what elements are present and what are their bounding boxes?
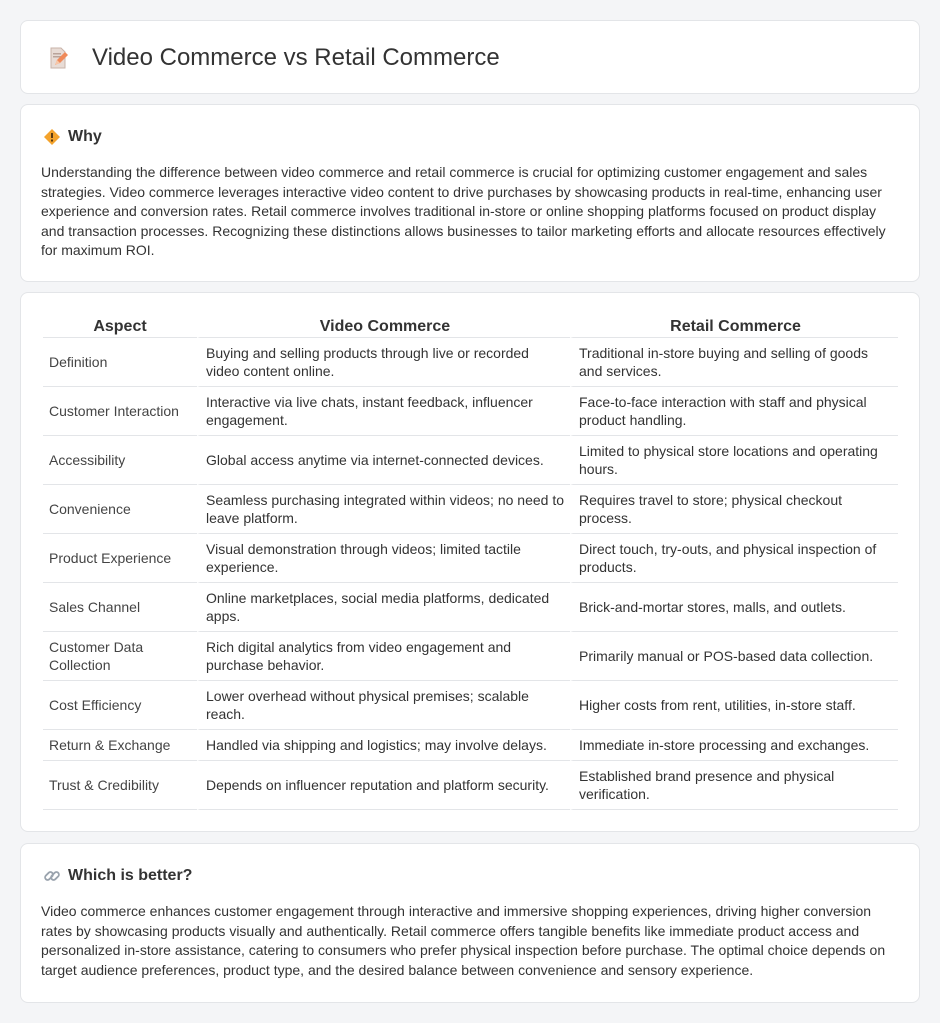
header-aspect: Aspect <box>43 316 197 338</box>
table-row <box>43 761 898 810</box>
aspect-cell: Cost Efficiency <box>43 681 197 730</box>
table-row <box>43 485 898 534</box>
video-commerce-cell: Global access anytime via internet-connected devices. <box>197 436 570 485</box>
video-commerce-cell: Depends on influencer reputation and platform security. <box>197 761 570 810</box>
table-row <box>43 681 898 730</box>
aspect-cell: Product Experience <box>43 534 197 583</box>
document-pencil-icon <box>46 46 70 70</box>
which-is-better-section <box>20 843 920 1003</box>
aspect-cell: Definition <box>43 338 197 387</box>
table-row <box>43 436 898 485</box>
header-video-commerce: Video Commerce <box>197 316 570 338</box>
table-row <box>43 730 898 761</box>
retail-commerce-cell: Brick-and-mortar stores, malls, and outlets. <box>570 583 898 632</box>
aspect-cell: Accessibility <box>43 436 197 485</box>
table-header-row <box>43 316 898 338</box>
table-row <box>43 534 898 583</box>
aspect-cell: Customer Data Collection <box>43 632 197 681</box>
retail-commerce-cell: Limited to physical store locations and operating hours. <box>570 436 898 485</box>
comparison-table-card <box>20 292 920 832</box>
retail-commerce-cell: Direct touch, try-outs, and physical inspection of products. <box>570 534 898 583</box>
retail-commerce-cell: Higher costs from rent, utilities, in-store staff. <box>570 681 898 730</box>
why-section <box>20 104 920 282</box>
aspect-cell: Trust & Credibility <box>43 761 197 810</box>
video-commerce-cell: Seamless purchasing integrated within videos; no need to leave platform. <box>197 485 570 534</box>
retail-commerce-cell: Immediate in-store processing and exchanges. <box>570 730 898 761</box>
table-row <box>43 338 898 387</box>
retail-commerce-cell: Established brand presence and physical verification. <box>570 761 898 810</box>
header-card <box>20 20 920 94</box>
video-commerce-cell: Handled via shipping and logistics; may involve delays. <box>197 730 570 761</box>
aspect-cell: Customer Interaction <box>43 387 197 436</box>
diamond-signal-icon <box>43 128 61 146</box>
why-title: Why <box>68 128 102 145</box>
retail-commerce-cell: Face-to-face interaction with staff and physical product handling. <box>570 387 898 436</box>
aspect-cell: Convenience <box>43 485 197 534</box>
table-row <box>43 387 898 436</box>
table-row <box>43 583 898 632</box>
aspect-cell: Sales Channel <box>43 583 197 632</box>
page-title: Video Commerce vs Retail Commerce <box>92 44 500 71</box>
aspect-cell: Return & Exchange <box>43 730 197 761</box>
video-commerce-cell: Interactive via live chats, instant feedback, influencer engagement. <box>197 387 570 436</box>
which-is-better-title: Which is better? <box>68 867 193 884</box>
header-retail-commerce: Retail Commerce <box>570 316 898 338</box>
why-body: Understanding the difference between video commerce and retail commerce is crucial for optimizing customer engagement and sales strategies. Video commerce leverages interactive video content to drive purchases by showcasing products in real-time, enhancing user experience and conversion rates. Retail commerce involves traditional in-store or online shopping platforms focused on product display and transaction processes. Recognizing these distinctions allows businesses to tailor marketing efforts and allocate resources effectively for maximum ROI. <box>41 164 886 258</box>
video-commerce-cell: Buying and selling products through live or recorded video content online. <box>197 338 570 387</box>
link-icon <box>43 867 61 885</box>
which-is-better-body: Video commerce enhances customer engagement through interactive and immersive shopping experiences, driving higher conversion rates by showcasing products visually and authentically. Retail commerce offers tangible benefits like immediate product access and personalized in-store assistance, catering to consumers who prefer physical inspection before purchase. The optimal choice depends on target audience preferences, product type, and the desired balance between convenience and sensory experience. <box>41 903 886 978</box>
retail-commerce-cell: Requires travel to store; physical checkout process. <box>570 485 898 534</box>
table-row <box>43 632 898 681</box>
video-commerce-cell: Lower overhead without physical premises; scalable reach. <box>197 681 570 730</box>
video-commerce-cell: Visual demonstration through videos; limited tactile experience. <box>197 534 570 583</box>
video-commerce-cell: Online marketplaces, social media platforms, dedicated apps. <box>197 583 570 632</box>
retail-commerce-cell: Primarily manual or POS-based data collection. <box>570 632 898 681</box>
comparison-table <box>43 316 898 810</box>
retail-commerce-cell: Traditional in-store buying and selling of goods and services. <box>570 338 898 387</box>
video-commerce-cell: Rich digital analytics from video engagement and purchase behavior. <box>197 632 570 681</box>
